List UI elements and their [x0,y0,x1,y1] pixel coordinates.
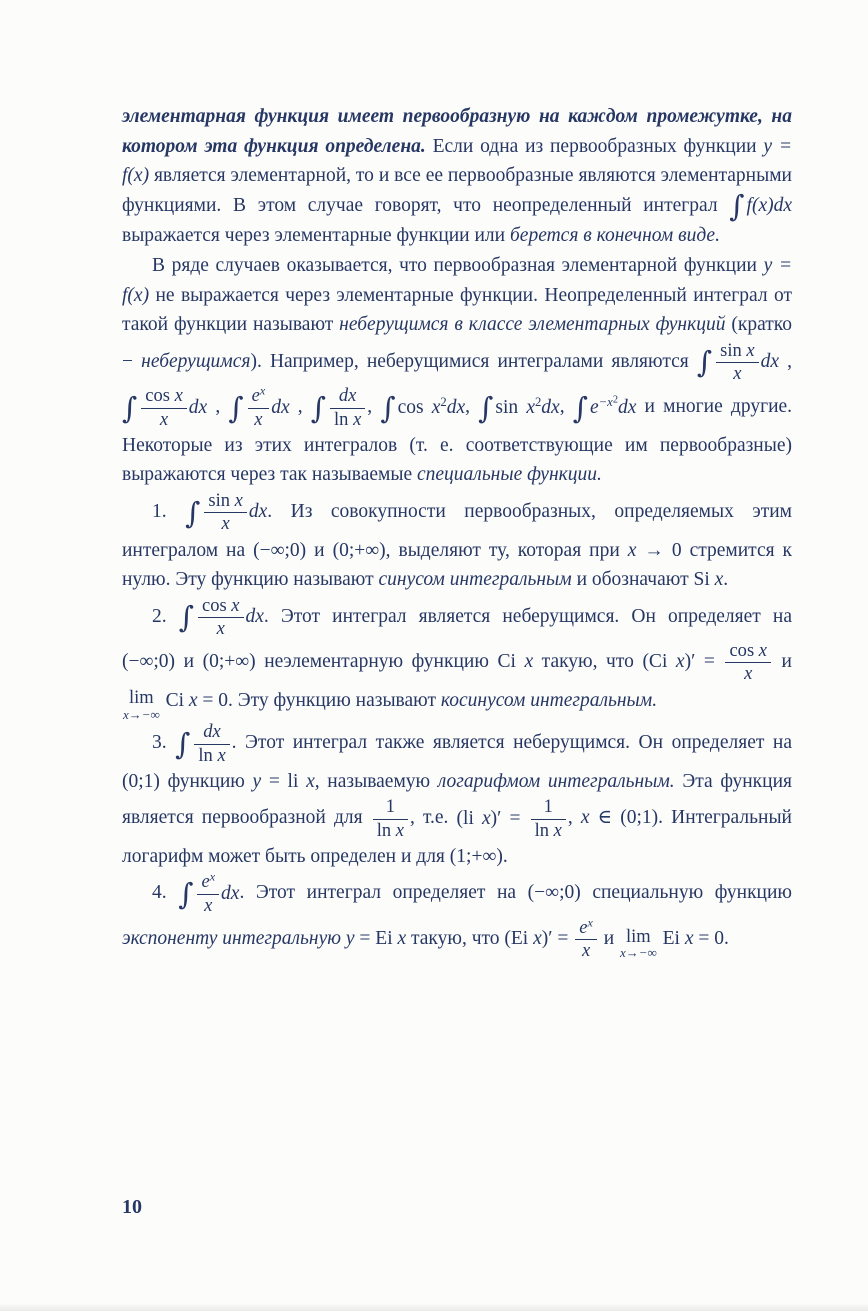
integral-exp-x-over-x [228,383,290,430]
variable: x [217,744,226,766]
fraction-sin-x-over-x [204,490,246,535]
text-run: Эта функция является первообразной для [122,770,792,829]
integral-cos-x-over-x [178,594,264,640]
equals-sign: )′ = [490,807,529,829]
fraction-denominator [330,408,365,431]
interval: (0;+∞) [202,651,256,673]
variable: x [174,385,183,407]
page-number: 10 [122,1196,142,1218]
variable: y [345,928,355,950]
separator: , [778,351,792,373]
variable: x [758,640,767,662]
exponent: x [209,869,216,884]
limit-subscript: x→−∞ [123,706,160,722]
text-run: и [306,539,333,561]
emphasis-exponential-integral: экспоненту интегральную [122,928,346,950]
derivative-li-equation [456,796,568,841]
ci-x-notation [497,651,533,672]
math-y-equals-fx: y = f(x) [122,135,792,187]
text-run: . Интегральный логарифм может быть определен и для [122,807,792,867]
integrand: f(x)dx [746,194,792,216]
text-run: . [723,928,729,950]
variable: y [252,770,262,792]
text-run: . Этот интеграл определяет на [239,882,528,904]
integral-sign: ∫ [178,600,194,635]
equals-li: = li [261,770,307,792]
variable: x [431,396,441,418]
text-run: и обозначают [571,569,694,591]
fraction-exp-x-over-x [197,871,219,916]
integral-sign: ∫ [380,390,396,425]
function-name: sin [720,339,747,361]
equation-left: (li [456,807,482,829]
emphasis-special-functions: специальные функции. [417,464,602,486]
function-name: cos [201,594,232,616]
list-item-2 [122,595,792,722]
variable: x [234,490,243,512]
text-run: выражается через элементарные функции или [122,225,510,247]
derivative-ei-equation [504,915,598,962]
base: e [251,385,260,407]
differential: dx [271,396,290,418]
equals-sign: )′ = [684,651,724,673]
fraction-dx-over-ln-x [330,385,365,430]
interval: (0;+∞) [332,539,386,561]
fraction-numerator [198,595,244,617]
variable: x [353,408,362,430]
limit-word: lim [626,925,651,947]
emphasis-sine-integral: синусом интегральным [378,569,572,591]
separator: , [367,396,381,418]
integral-sign: ∫ [729,189,745,224]
function-name: Ci [497,651,525,673]
fraction-numerator [141,385,187,407]
variable: x [524,651,534,673]
fraction-cos-x-over-x [198,595,244,640]
text-run: . Из совокупности первообразных, определяемых этим интегралом на [122,501,792,561]
equals-zero: = 0 [693,928,724,950]
fraction-numerator [197,871,219,893]
set-membership: ∈ (0;1) [589,807,659,829]
integral-sign: ∫ [572,390,588,425]
integral-sign: ∫ [185,495,201,530]
emphasis-nonintegrable: неберущимся в классе элементарных функций [339,314,726,336]
variable: x [397,928,407,950]
fraction-numerator [248,385,270,407]
fraction-dx-over-ln-x [194,721,229,766]
equals-zero: = 0 [197,689,229,711]
x-in-interval [581,808,658,829]
variable: x [627,539,637,561]
text-run: , называемую [314,770,438,792]
text-run: функцию [159,770,253,792]
variable: x [395,819,404,841]
fraction-denominator [194,744,229,767]
differential: dx [221,882,240,904]
differential: dx [248,501,268,523]
function-name: Si [693,569,715,591]
variable: x [684,928,694,950]
fraction-exp-x-over-x [248,385,270,430]
fraction-sin-x-over-x [716,340,758,385]
fraction-numerator: dx [203,721,221,743]
differential: dx [760,351,779,373]
integral-exp-x-over-x [178,869,240,916]
integral-sign: ∫ [696,345,713,380]
emphasis-cosine-integral: косинусом интегральным. [440,689,658,711]
fraction-exp-x-over-x [575,917,597,962]
text-run: . Этот интеграл является неберущимся. Он определяет на [263,605,792,627]
differential: dx [618,396,637,418]
integral-sign: ∫ [122,390,138,425]
page-content [122,102,792,962]
paragraph-theorem [122,102,792,251]
emphasis-closed-form: берется в конечном виде. [509,225,720,247]
text-run: В ряде случаев оказывается, что первообразная элементарной функции [152,255,764,276]
fraction-numerator: 1 [543,796,553,818]
function-name: ln [334,408,354,430]
text-run: Если одна из первообразных функции [425,135,764,157]
fraction-numerator [575,917,597,939]
fraction-denominator: x [716,362,758,385]
text-run: , выделяют ту, которая при [385,539,628,561]
integral-dx-over-ln-x [310,385,368,430]
text-run: такую, что [533,651,643,673]
si-x-notation [693,569,723,590]
function-name: cos [145,385,175,407]
equals-sign: )′ = [541,928,574,950]
interval: (1;+∞) [449,845,503,867]
fraction-denominator [373,819,408,842]
function-name: ln [534,819,554,841]
variable: x [675,651,685,673]
exponent: x [259,383,266,398]
fraction-numerator [716,340,758,362]
item-number: 4. [152,882,179,904]
text-run: . Этот интеграл также является неберущимся. Он определяет на [231,732,793,754]
interval: (−∞;0) [527,882,581,904]
fraction-denominator: x [204,512,246,535]
text-run: , т.е. [409,807,457,829]
function-name: Ci [160,689,189,711]
emphasis-nonintegrable-short: неберущимся [141,351,251,373]
fraction-denominator [531,819,566,842]
item-number: 1. [152,501,186,523]
differential: dx [541,396,560,418]
item-number: 2. [152,605,179,627]
limit-ci-equation [122,687,229,722]
limit-ei-equation [619,925,724,961]
base: e [579,916,588,938]
integral-sin-x-squared [478,390,560,425]
integral-sign: ∫ [228,390,244,425]
scan-edge [0,1303,868,1311]
interval: (−∞;0) [122,651,176,673]
separator: , [207,396,229,418]
exponent: 2 [534,394,542,409]
function-name: ln [376,819,396,841]
integral-sign: ∫ [175,726,191,761]
text-run: , [567,807,581,829]
text-run: не выражается через элементарные функции. Неопределенный интеграл от такой функции называют [122,284,792,336]
limit-operator [620,927,657,960]
fraction-denominator: x [248,408,270,431]
variable: x [188,689,198,711]
text-run: специальную функцию [580,882,792,904]
variable: x [553,819,562,841]
text-run: . [502,845,508,867]
fraction-denominator: x [575,939,597,962]
separator: , [465,396,479,418]
exponent-variable: −x [598,394,613,409]
text-run: стремится к нулю. Эту функцию называют [122,539,793,591]
variable: x [533,928,542,950]
inner-exponent: 2 [612,393,618,405]
list-item-4 [122,871,792,962]
text-run: такую, что [406,928,505,950]
separator: , [289,396,311,418]
text-run: и [773,651,792,673]
text-run: и [598,928,620,950]
integral-sign: ∫ [478,390,494,425]
integral-cos-x-squared [380,390,466,425]
integral-f-dx [729,189,792,224]
limit-subscript: x→−∞ [620,945,657,961]
text-run: неэлементарную функцию [255,651,498,673]
integral-sin-x-over-x [696,339,779,385]
derivative-ci-equation [642,640,773,685]
differential: dx [188,396,208,418]
text-run: и многие другие. Некоторые из этих интегралов (т. е. соответствующие им первообразные) выражаются через так называемые [122,396,793,486]
variable: x [306,770,315,792]
function-name: ln [198,744,218,766]
math-y-equals-fx: y = f(x) [122,255,792,306]
equation-left: (Ei [504,928,534,950]
function-name: Ei [657,928,685,950]
text-run: . Эту функцию называют [228,689,441,711]
separator: , [559,396,573,418]
fraction-numerator [204,490,246,512]
function-name: sin [495,396,527,418]
equals-ei: = Ei [354,928,398,950]
integral-sin-x-over-x [185,490,268,535]
interval: (−∞;0) [253,539,307,561]
exponent [599,395,618,409]
fraction-denominator: x [725,662,771,685]
differential: dx [245,605,264,627]
text-run: ). Например, неберущимися интегралами являются [250,351,697,373]
variable: x [714,569,724,591]
function-name: sin [208,490,235,512]
fraction-cos-x-over-x [141,385,187,430]
variable: x [481,807,491,829]
base: e [201,871,210,893]
integral-exp-minus-x-squared [572,390,637,425]
fraction-cos-x-over-x [725,640,771,685]
fraction-denominator: x [197,894,219,917]
ei-x-notation [346,928,406,949]
limit-arrow: → 0 [636,539,682,561]
paragraph-nonelementary [122,251,792,490]
text-run: . [723,569,729,591]
emphasis-logarithm-integral: логарифмом интегральным. [437,770,675,792]
fraction-numerator: dx [338,385,357,407]
variable: x [231,594,240,616]
integral-sign: ∫ [310,390,327,425]
exponent: x [587,915,593,930]
variable: x [526,396,535,418]
list-item-3 [122,721,792,871]
integral-cos-x-over-x [122,385,208,430]
fraction-numerator: 1 [385,796,395,818]
limit-word: lim [128,687,154,709]
text-run: является элементарной, то и все ее первообразные являются элементарными функциями. В этом случае говорят, что неопределенный интеграл [122,165,792,216]
variable: x [746,339,755,361]
text-run: и [175,651,203,673]
list-item-1 [122,490,792,595]
text-run: (кратко − [122,314,792,373]
item-number: 3. [152,732,176,754]
limit-operator [123,688,160,721]
theorem-statement: элементарная функция имеет первообразную на каждом промежутке, на котором эта функция определена. [122,106,792,157]
integral-dx-over-ln-x [175,721,232,766]
variable: x [580,807,590,829]
interval: (0;1) [122,770,160,792]
fraction-numerator [725,640,771,662]
equation-left: (Ci [642,651,676,673]
li-x-notation [253,771,315,792]
exponent: 2 [440,394,447,409]
fraction-denominator: x [198,617,244,640]
base: e [589,396,599,418]
fraction-denominator: x [141,408,187,431]
fraction-one-over-ln-x [531,796,566,841]
differential: dx [446,396,466,418]
function-name: cos [397,396,432,418]
function-name: cos [729,640,759,662]
fraction-one-over-ln-x [373,796,408,841]
integral-sign: ∫ [178,876,194,911]
